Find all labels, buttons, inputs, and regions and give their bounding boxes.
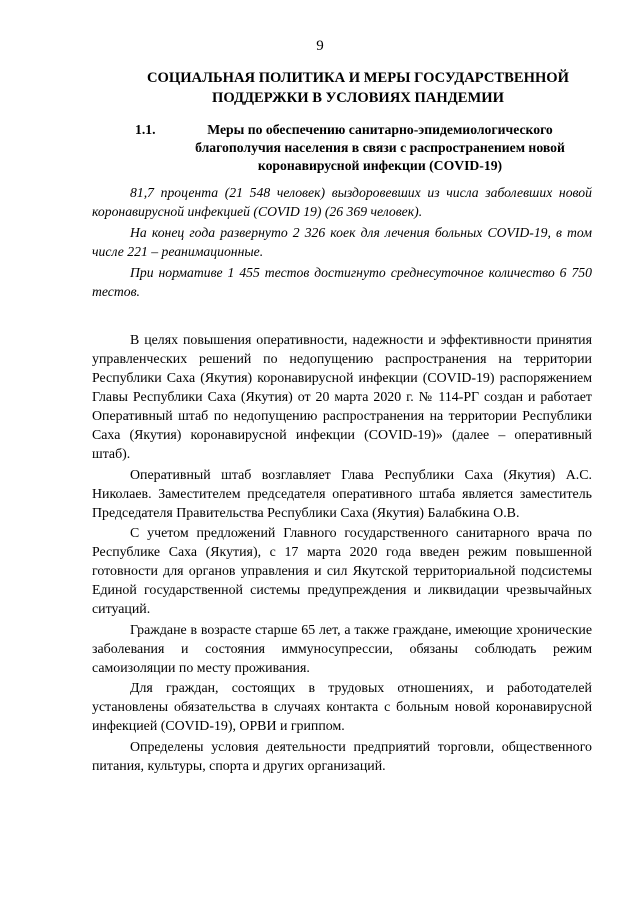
highlights-block [92, 183, 592, 301]
paragraph: Определены условия деятельности предприятий торговли, общественного питания, культуры, спорта и других организаций. [92, 739, 592, 774]
paragraph: С учетом предложений Главного государственного санитарного врача по Республике Саха (Якутия), с 17 марта 2020 года введен режим повышенной готовности для органов управления и сил Якутской территориальной подсистемы Единой государственной системы предупреждения и ликвидации чрезвычайных ситуаций. [92, 526, 592, 617]
paragraph: Для граждан, состоящих в трудовых отношениях, и работодателей установлены обязательства в случаях контакта с больным новой коронавирусной инфекцией (COVID-19), ОРВИ и гриппом. [92, 681, 592, 734]
highlight-beds: На конец года развернуто 2 326 коек для лечения больных COVID-19, в том числе 221 – реанимационные. [92, 225, 592, 259]
page-number: 9 [316, 38, 324, 54]
paragraph: Гражданe в возрасте старше 65 лет, а также граждане, имеющие хронические заболевания и состояния иммуносупрессии, обязаны соблюдать режим самоизоляции по месту проживания. [92, 622, 592, 676]
highlight-recovered: 81,7 процента (21 548 человек) выздоровевших из числа заболевших новой коронавирусной инфекцией (COVID 19) (26 369 человек). [92, 185, 592, 219]
body-text [92, 331, 592, 776]
highlight-tests: При нормативе 1 455 тестов достигнуто среднесуточное количество 6 750 тестов. [92, 265, 592, 299]
subsection-number: 1.1. [135, 122, 156, 137]
subsection-title: Меры по обеспечению санитарно-эпидемиологического благополучия населения в связи с распространением новой коронавирусной инфекции (COVID-19) [195, 122, 565, 173]
paragraph: Оперативный штаб возглавляет Глава Республики Саха (Якутия) А.С. Николаев. Заместителем председателя оперативного штаба является заместитель Председателя Правительства Республики Саха (Якутия) Балабкина О.В. [92, 467, 592, 521]
subsection-heading [128, 121, 588, 175]
section-title: СОЦИАЛЬНАЯ ПОЛИТИКА И МЕРЫ ГОСУДАРСТВЕННОЙ ПОДДЕРЖКИ В УСЛОВИЯХ ПАНДЕМИИ [146, 70, 570, 106]
paragraph: В целях повышения оперативности, надежности и эффективности принятия управленческих решений по недопущению распространения на территории Республики Саха (Якутия) коронавирусной инфекции (COVID-19) распоряжением Главы Республики Саха (Якутия) от 20 марта 2020 г. № 114-РГ создан и работает Оперативный штаб по недопущению распространения на территории Республики Саха (Якутия) коронавирусной инфекции (COVID-19)» (далее – оперативный штаб). [92, 333, 592, 462]
